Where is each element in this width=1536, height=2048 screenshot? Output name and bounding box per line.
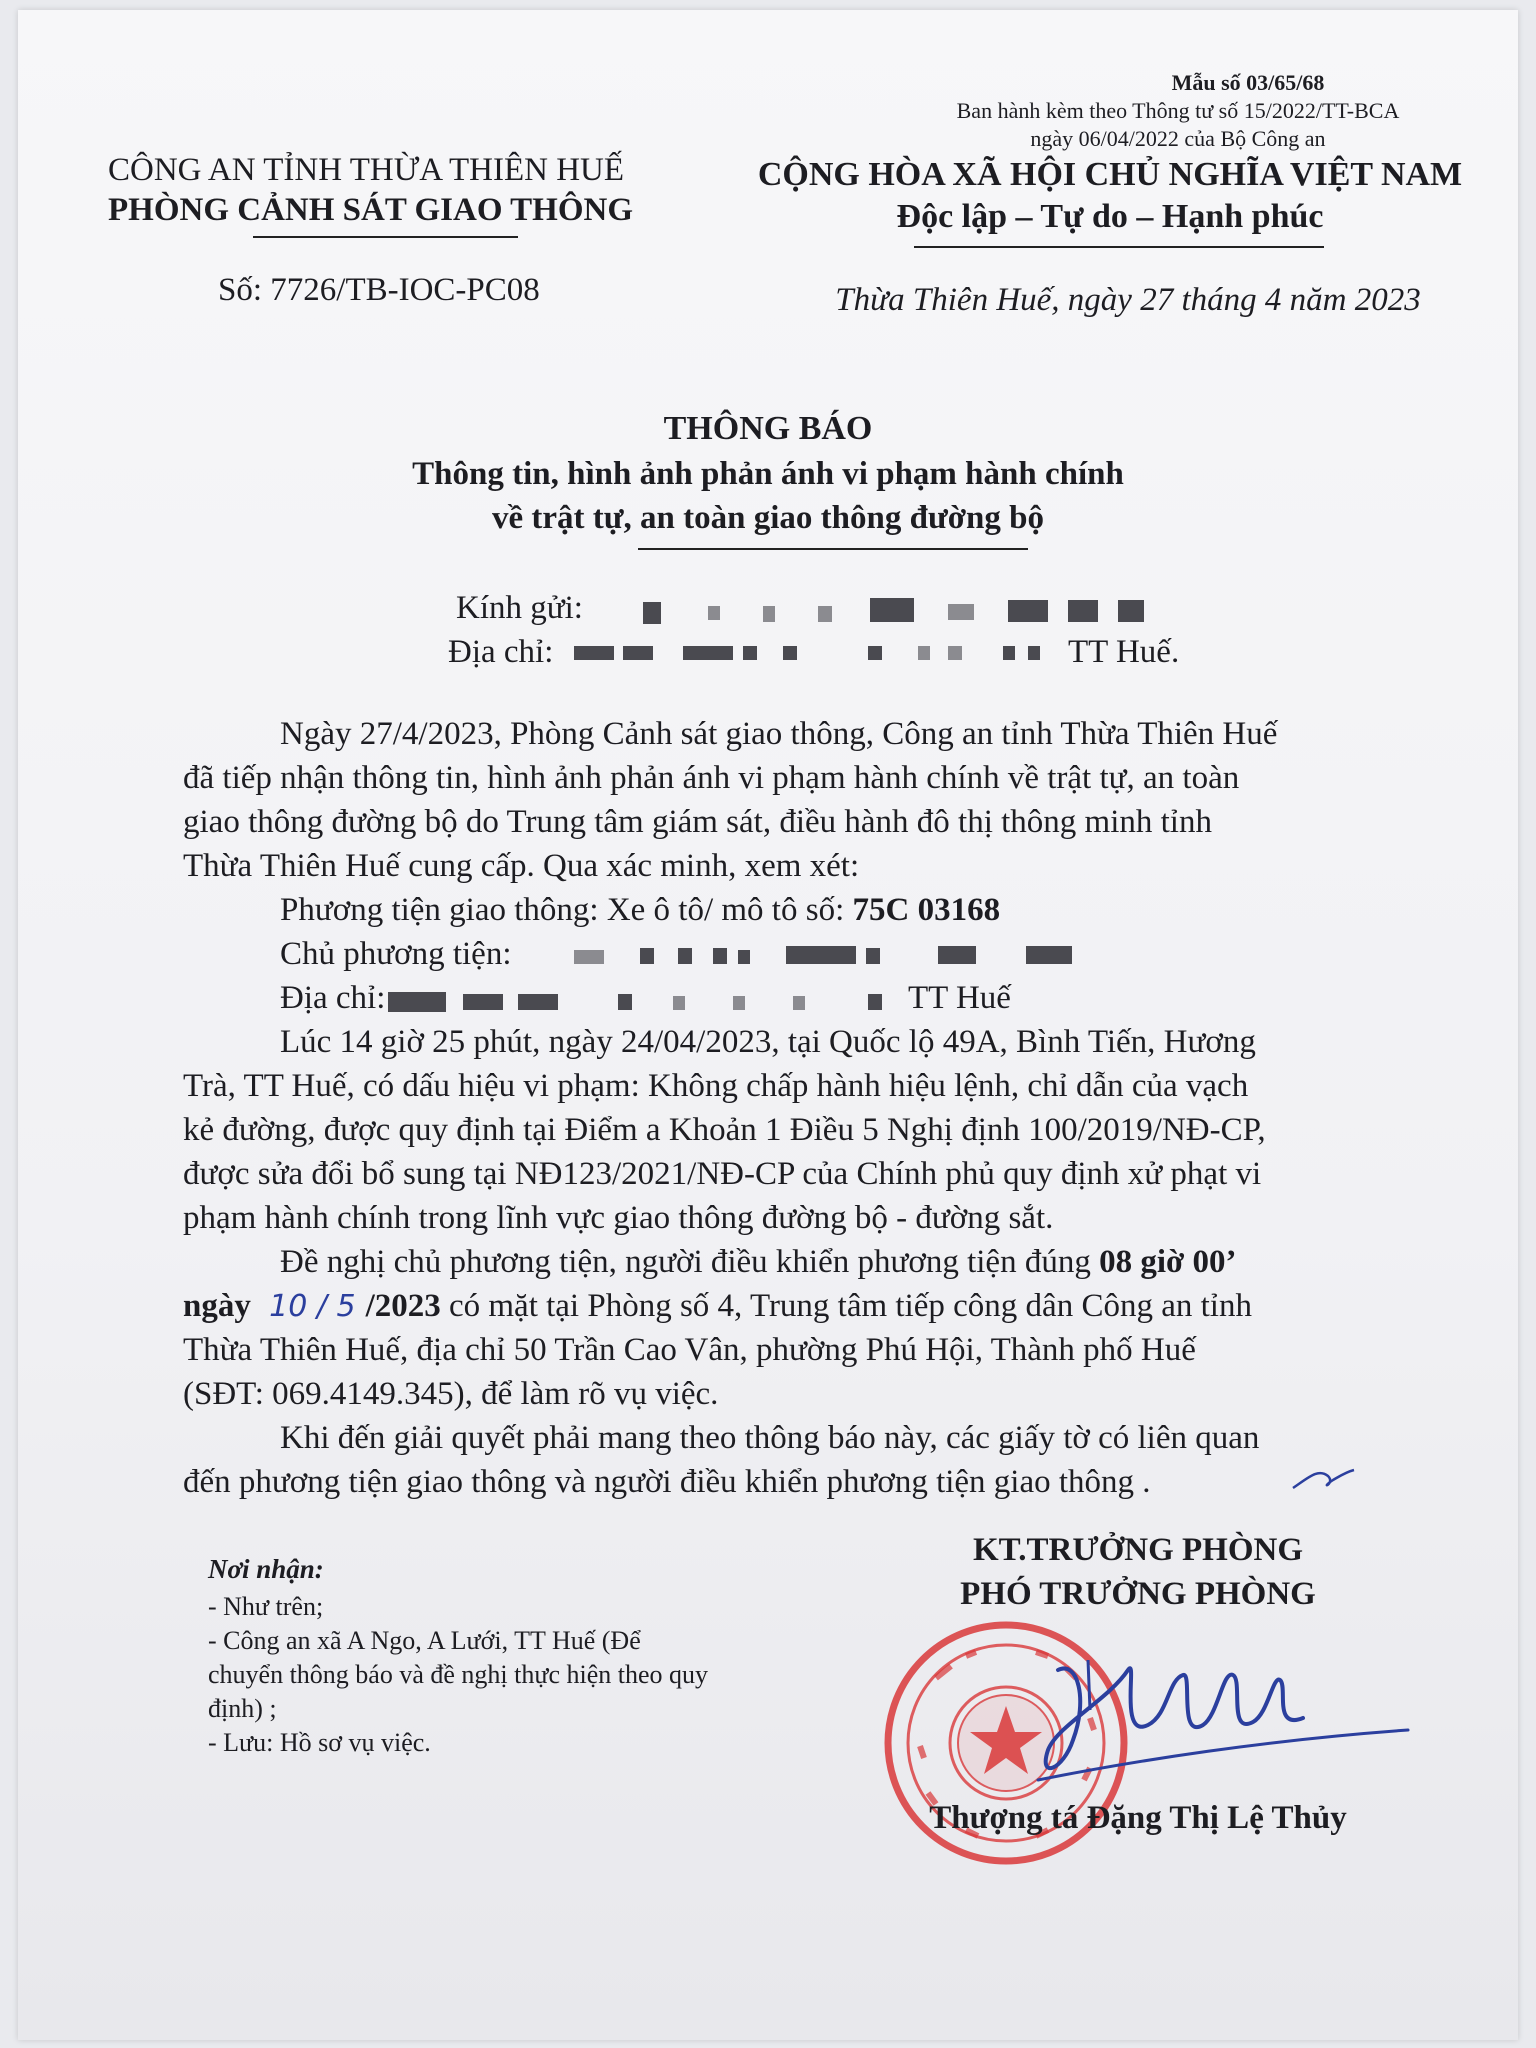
title-underline: [638, 548, 1028, 550]
document-subtitle-1: Thông tin, hình ảnh phản ánh vi phạm hành chính: [412, 456, 1124, 492]
recipient-item: - Như trên;: [208, 1592, 324, 1621]
address-label: Địa chỉ:: [448, 634, 554, 670]
agency-underline: [253, 236, 518, 238]
form-note-date: ngày 06/04/2022 của Bộ Công an: [1030, 126, 1326, 151]
owner-address-province: TT Huế: [908, 980, 1011, 1016]
signer-name: Thượng tá Đặng Thị Lệ Thủy: [929, 1800, 1347, 1836]
body-line: Đề nghị chủ phương tiện, người điều khiển phương tiện đúng 08 giờ 00’: [280, 1244, 1237, 1280]
body-line: đã tiếp nhận thông tin, hình ảnh phản ánh vi phạm hành chính về trật tự, an toàn: [183, 760, 1240, 796]
document-title: THÔNG BÁO: [663, 410, 873, 447]
motto-underline: [914, 246, 1324, 248]
signer-role-2: PHÓ TRƯỞNG PHÒNG: [960, 1576, 1316, 1612]
agency-parent: CÔNG AN TỈNH THỪA THIÊN HUẾ: [108, 152, 625, 188]
national-motto: Độc lập – Tự do – Hạnh phúc: [896, 198, 1324, 235]
recipient-item: định) ;: [208, 1694, 277, 1723]
owner-label: Chủ phương tiện:: [280, 936, 512, 972]
owner-address-label: Địa chỉ:: [280, 980, 386, 1016]
body-line: giao thông đường bộ do Trung tâm giám sát, điều hành đô thị thông minh tỉnh: [183, 804, 1212, 840]
vehicle-label: Phương tiện giao thông: Xe ô tô/ mô tô số:: [280, 892, 853, 928]
body-line: ngày 10 / 5 /2023 có mặt tại Phòng số 4, Trung tâm tiếp công dân Công an tỉnh: [183, 1288, 1252, 1324]
appointment-year: /2023: [365, 1288, 441, 1324]
form-note-circular: Ban hành kèm theo Thông tư số 15/2022/TT-BCA: [956, 98, 1400, 123]
body-line: Trà, TT Huế, có dấu hiệu vi phạm: Không chấp hành hiệu lệnh, chỉ dẫn của vạch: [183, 1068, 1249, 1104]
body-line: Khi đến giải quyết phải mang theo thông báo này, các giấy tờ có liên quan: [280, 1420, 1260, 1456]
signer-role-1: KT.TRƯỞNG PHÒNG: [973, 1532, 1303, 1568]
vehicle-line: [280, 892, 1000, 929]
initial-mark: [1288, 1458, 1358, 1498]
body-line: được sửa đổi bổ sung tại NĐ123/2021/NĐ-CP của Chính phủ quy định xử phạt vi: [183, 1156, 1262, 1192]
recipient-item: - Lưu: Hồ sơ vụ việc.: [208, 1728, 431, 1757]
body-line: Ngày 27/4/2023, Phòng Cảnh sát giao thông, Công an tỉnh Thừa Thiên Huế: [280, 716, 1278, 752]
body-line: (SĐT: 069.4149.345), để làm rõ vụ việc.: [183, 1376, 719, 1412]
document-number: Số: 7726/TB-IOC-PC08: [218, 272, 540, 308]
recipient-label: Kính gửi:: [456, 590, 583, 626]
national-title: CỘNG HÒA XÃ HỘI CHỦ NGHĨA VIỆT NAM: [757, 156, 1463, 193]
body-line: Thừa Thiên Huế, địa chỉ 50 Trần Cao Vân, phường Phú Hội, Thành phố Huế: [183, 1332, 1196, 1368]
body-line: Lúc 14 giờ 25 phút, ngày 24/04/2023, tại Quốc lộ 49A, Bình Tiến, Hương: [280, 1024, 1256, 1060]
form-number: Mẫu số 03/65/68: [1171, 70, 1325, 95]
recipient-item: - Công an xã A Ngo, A Lưới, TT Huế (Để: [208, 1626, 641, 1655]
recipient-item: chuyển thông báo và đề nghị thực hiện theo quy: [208, 1660, 709, 1689]
body-line: đến phương tiện giao thông và người điều khiển phương tiện giao thông .: [183, 1464, 1151, 1500]
appointment-time: 08 giờ 00’: [1099, 1244, 1237, 1280]
handwritten-date: 10 / 5: [269, 1289, 356, 1324]
document-subtitle-2: về trật tự, an toàn giao thông đường bộ: [491, 500, 1044, 536]
body-line: kẻ đường, được quy định tại Điểm a Khoản 1 Điều 5 Nghị định 100/2019/NĐ-CP,: [183, 1112, 1266, 1148]
body-line: Thừa Thiên Huế cung cấp. Qua xác minh, xem xét:: [183, 848, 860, 884]
recipients-title: Nơi nhận:: [208, 1554, 324, 1584]
agency-name: PHÒNG CẢNH SÁT GIAO THÔNG: [108, 192, 634, 228]
handwritten-signature: [1018, 1630, 1418, 1810]
place-and-date: Thừa Thiên Huế, ngày 27 tháng 4 năm 2023: [835, 282, 1421, 318]
vehicle-plate: 75C 03168: [852, 892, 1001, 928]
address-province: TT Huế.: [1068, 634, 1180, 670]
body-line: phạm hành chính trong lĩnh vực giao thông đường bộ - đường sắt.: [183, 1200, 1054, 1236]
document-page: [18, 10, 1518, 2040]
